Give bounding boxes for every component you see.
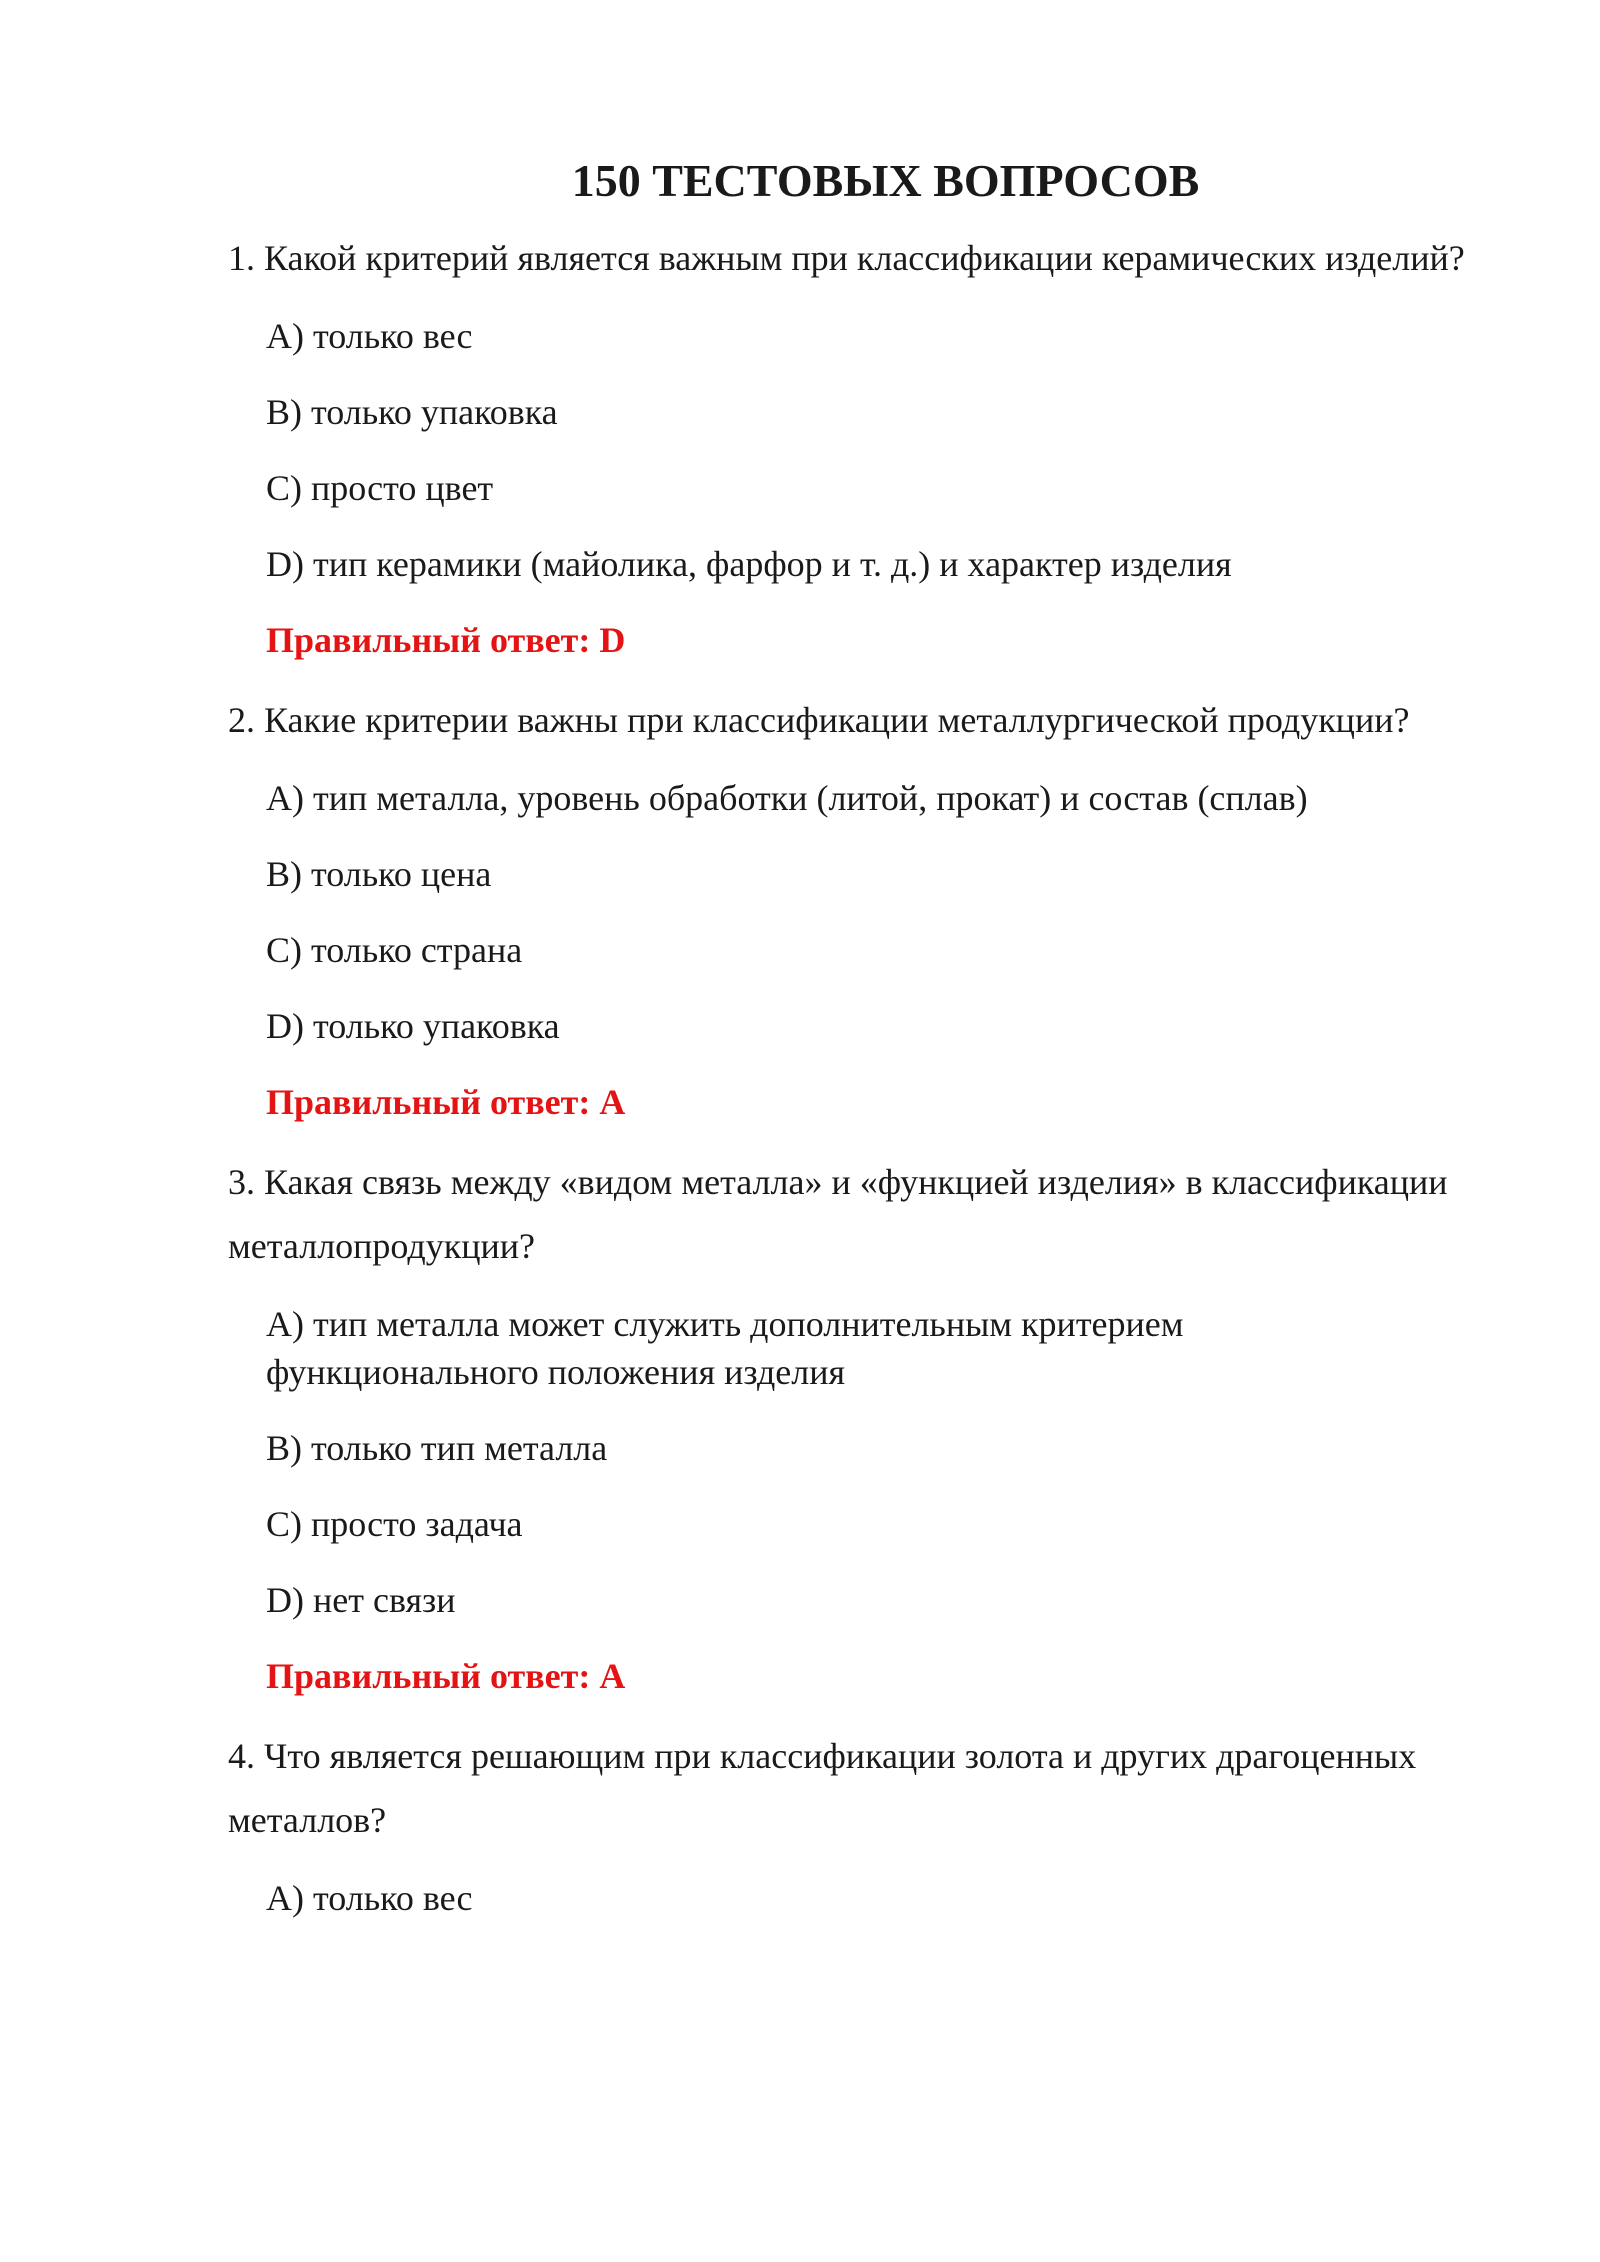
option-a: A) только вес — [266, 316, 473, 356]
question-text: 1. Какой критерий является важным при классификации керамических изделий? — [228, 238, 1465, 278]
options-list — [0, 1300, 1600, 1624]
question-text: 4. Что является решающим при классификации золота и других драгоценных металлов? — [228, 1736, 1417, 1840]
option-a: A) только вес — [266, 1878, 473, 1918]
correct-answer: Правильный ответ: A — [266, 1082, 626, 1122]
option-c: C) просто цвет — [266, 468, 494, 508]
option-a: A) тип металла может служить дополнительным критерием функционального положения изделия — [266, 1304, 1184, 1392]
correct-answer: Правильный ответ: A — [266, 1656, 626, 1696]
question-text: 2. Какие критерии важны при классификации металлургической продукции? — [228, 700, 1410, 740]
options-list — [0, 774, 1600, 1050]
option-d: D) тип керамики (майолика, фарфор и т. д.) и характер изделия — [266, 544, 1232, 584]
option-a: A) тип металла, уровень обработки (литой, прокат) и состав (сплав) — [266, 778, 1308, 818]
question-3 — [0, 1150, 1600, 1700]
question-4 — [0, 1724, 1600, 1922]
question-2 — [0, 688, 1600, 1126]
question-1 — [0, 226, 1600, 664]
options-list — [0, 312, 1600, 588]
option-c: C) только страна — [266, 930, 523, 970]
options-list — [0, 1874, 1600, 1922]
correct-answer: Правильный ответ: D — [266, 620, 626, 660]
option-b: B) только цена — [266, 854, 492, 894]
option-b: B) только упаковка — [266, 392, 558, 432]
question-text: 3. Какая связь между «видом металла» и «функцией изделия» в классификации металлопродукции? — [228, 1162, 1448, 1266]
document-title: 150 ТЕСТОВЫХ ВОПРОСОВ — [571, 155, 1200, 206]
option-d: D) нет связи — [266, 1580, 456, 1620]
option-b: B) только тип металла — [266, 1428, 608, 1468]
option-d: D) только упаковка — [266, 1006, 560, 1046]
option-c: C) просто задача — [266, 1504, 523, 1544]
